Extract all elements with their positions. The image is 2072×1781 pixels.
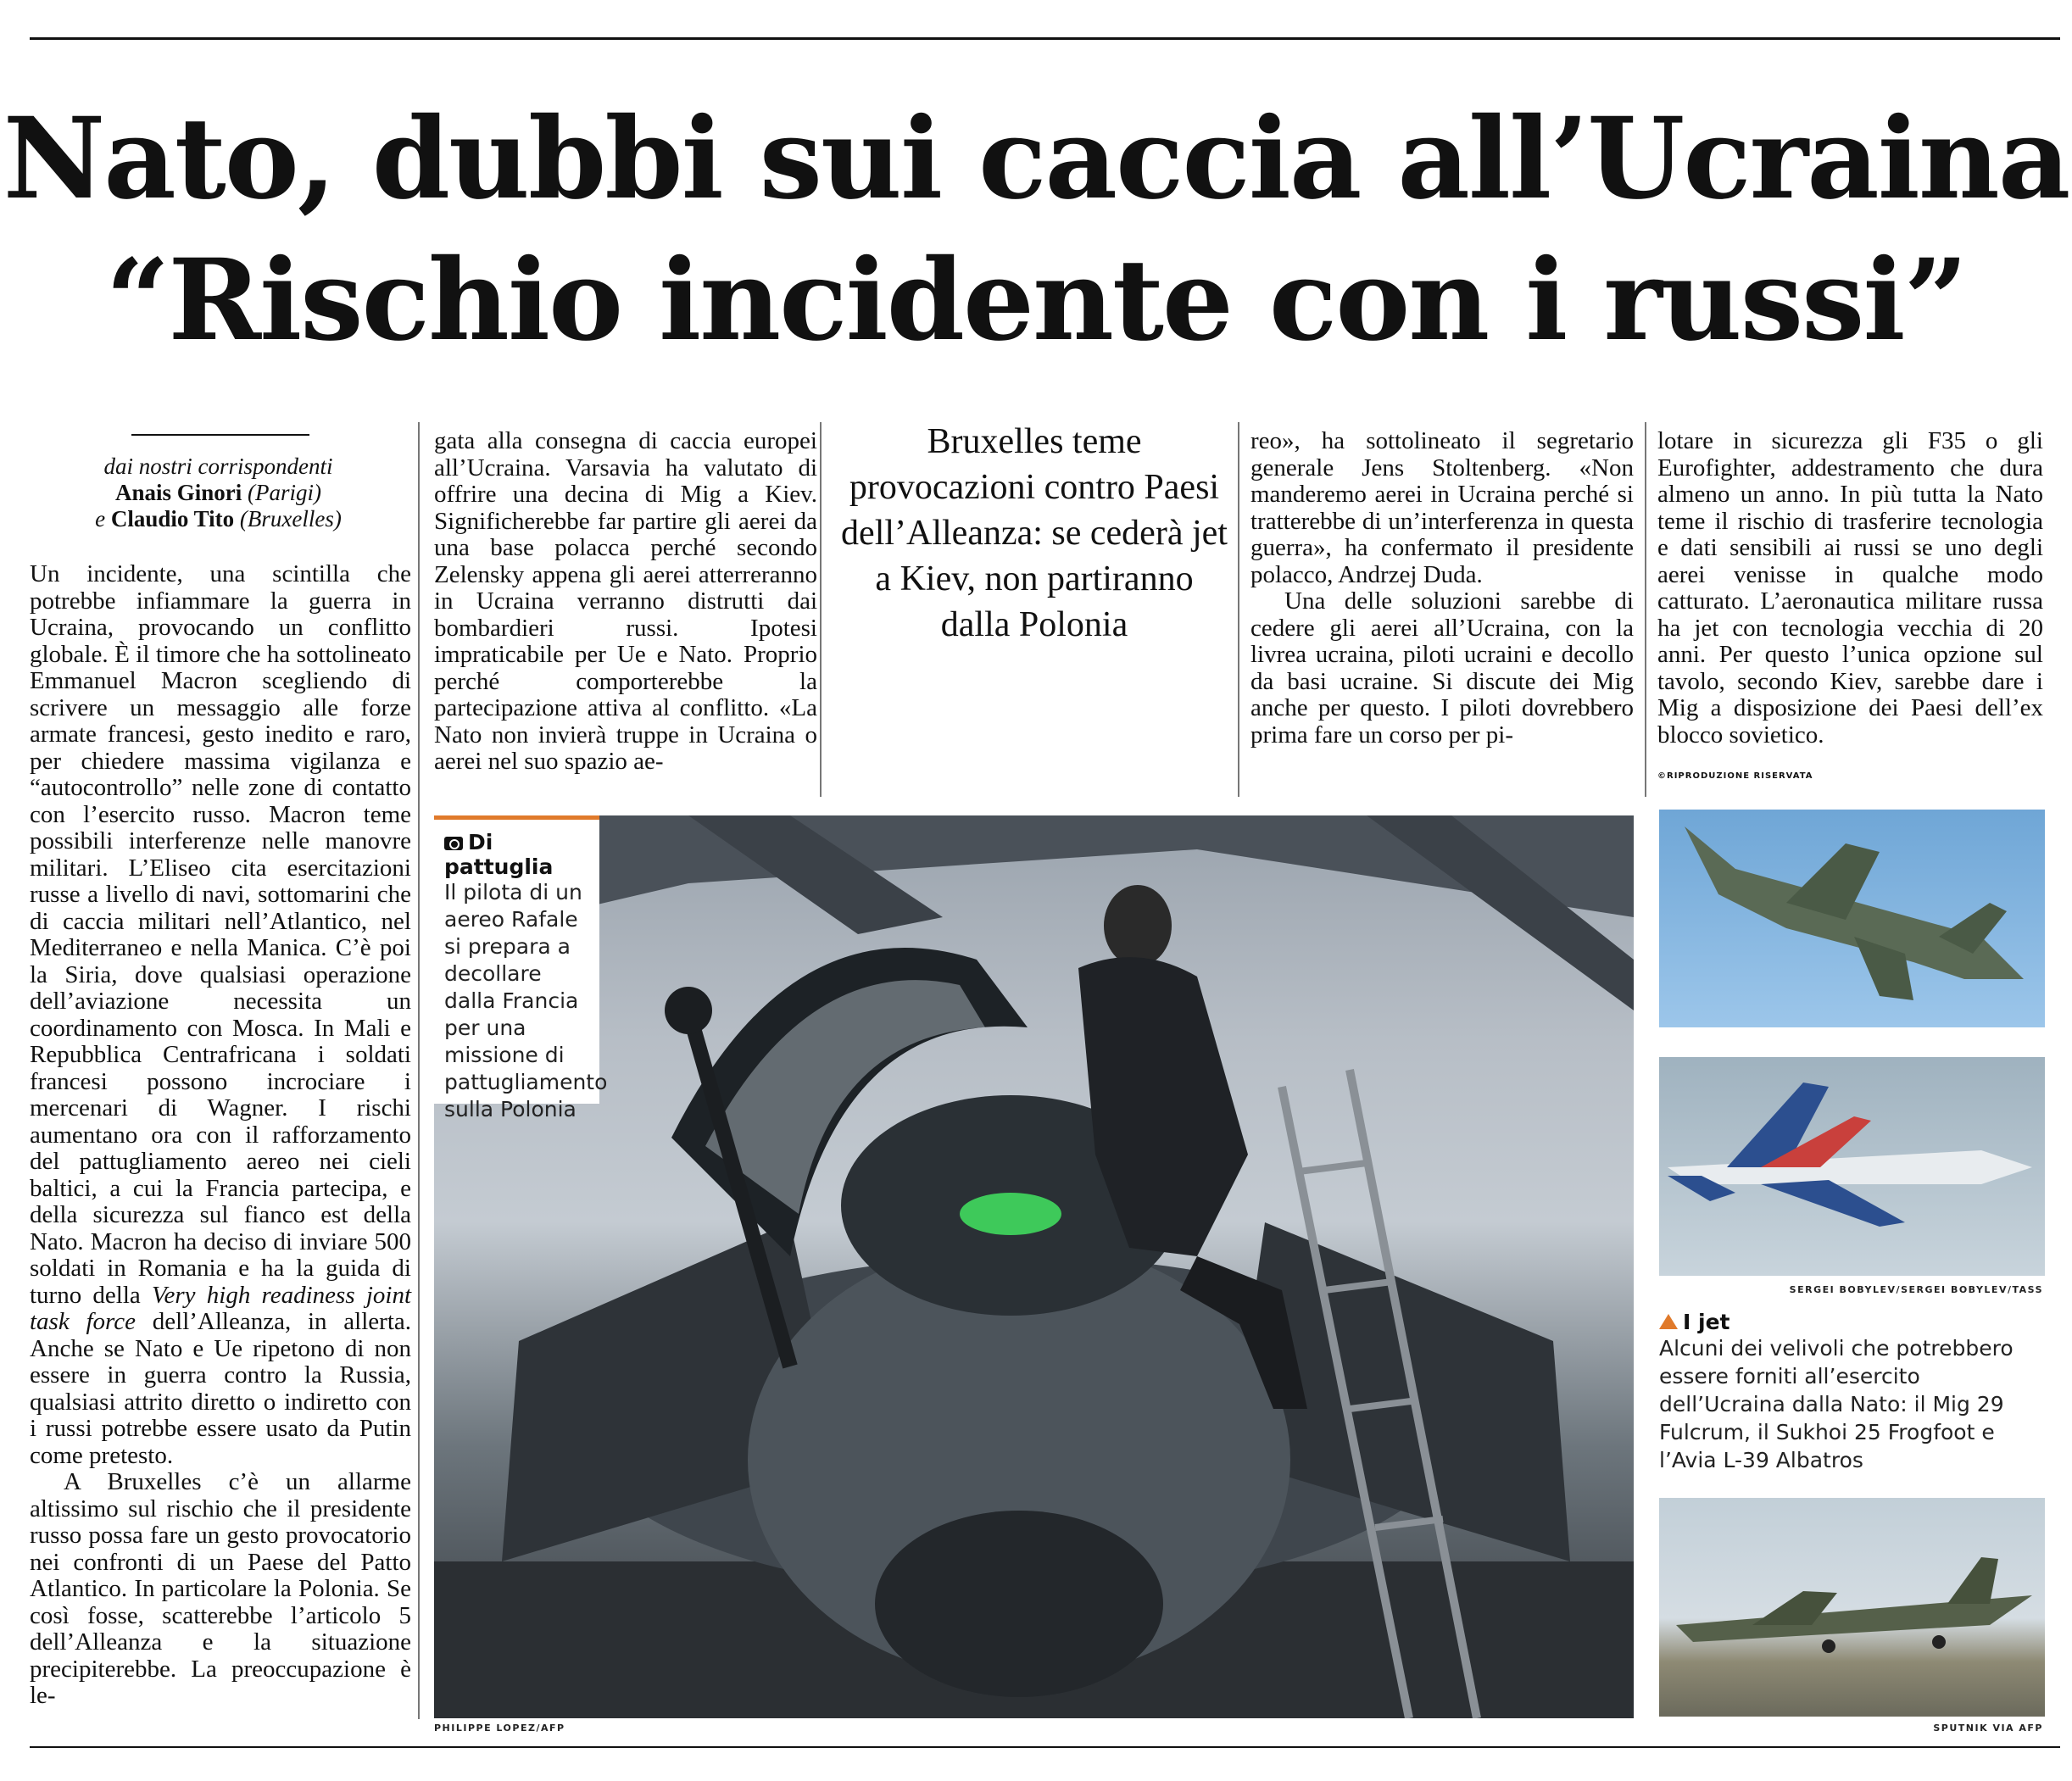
byline-conj: e — [95, 506, 106, 532]
col1-text-a: Un incidente, una scintilla che potrebbe infiammare la guerra in Ucraina, provocando un conflitto globale. È il timore che ha sottolineato Emmanuel Macron scegliendo di scrivere un messaggio alle forze armate francesi, gesto inedito e raro, per chiedere massima vigilanza e “autocontrollo” nelle zone di contatto con l’esercito russo. Macron teme possibili interferenze nelle manovre militari. L’Eliseo cita esercitazioni russe a livello di navi, sottomarini che di caccia militari nell’Atlantico, nel Mediterraneo e nella Manica. C’è poi la Siria, dove qualsiasi operazione dell’aviazione necessita un coordinamento con Mosca. In Mali e Repubblica Centrafricana i soldati francesi possono incrociare i mercenari di Wagner. I rischi aumentano ora con il rafforzamento del pattugliamento aereo nei cieli baltici, a cui la Francia partecipa, e della sicurezza sul fianco est della Nato. Macron ha deciso di inviare 500 soldati in Romania e ha la guida di turno della — [30, 560, 411, 1309]
main-photo-caption — [434, 815, 608, 1121]
byline — [30, 454, 407, 532]
byline-city-2: (Bruxelles) — [239, 506, 342, 532]
triangle-up-icon — [1659, 1314, 1678, 1329]
side-photo-mig29 — [1659, 810, 2045, 1027]
headline-line-1: Nato, dubbi sui caccia all’Ucraina — [3, 93, 2069, 225]
pull-quote: Bruxelles teme provocazioni contro Paesi dell’Alleanza: se cederà jet a Kiev, non partiranno dalla Polonia — [841, 422, 1228, 644]
side-photo-su-illustration — [1659, 1057, 2045, 1276]
column-divider-3 — [1238, 422, 1239, 797]
byline-intro: dai nostri corrispondenti — [103, 454, 333, 479]
col3-paragraph-2: Una delle soluzioni sarebbe di cedere gli aerei all’Ucraina, con la livrea ucraina, piloti ucraini e decollo da basi ucraine. Si discute dei Mig anche per questo. I piloti dovrebbero prima fare un corso per pi- — [1250, 587, 1634, 749]
column-divider-2 — [820, 422, 822, 797]
byline-author-2: Claudio Tito — [110, 506, 235, 532]
main-photo-illustration — [434, 815, 1634, 1718]
reproduction-notice: ©RIPRODUZIONE RISERVATA — [1657, 771, 1813, 781]
camera-icon — [444, 837, 463, 850]
col1-text-italic: Very high readiness joint task force — [30, 1281, 412, 1335]
top-rule — [30, 37, 2060, 40]
byline-city-1: (Parigi) — [248, 480, 322, 505]
side-caption-text: Alcuni dei velivoli che potrebbero essere forniti all’esercito dell’Ucraina dalla Nato: il Mig 29 Fulcrum, il Sukhoi 25 Frogfoot e l’Avia L-39 Albatros — [1659, 1336, 2014, 1472]
column-divider-4 — [1645, 422, 1646, 797]
side-photo-su25-illustration — [1659, 1498, 2045, 1717]
article-column-1 — [30, 561, 411, 1710]
col1-paragraph-2: A Bruxelles c’è un allarme altissimo sul rischio che il presidente russo possa fare un gesto provocatorio nei confronti di un Paese del Patto Atlantico. In particolare la Polonia. Se così fosse, scatterebbe l’articolo 5 dell’Alleanza e la situazione precipiterebbe. La preoccupazione è le- — [30, 1468, 411, 1709]
col3-paragraph-1: reo», ha sottolineato il segretario generale Jens Stoltenberg. «Non manderemo aerei in Ucraina perché si tratterebbe di un’interferenza in questa guerra», ha confermato il presidente polacco, Andrzej Duda. — [1250, 427, 1634, 588]
side-caption — [1659, 1310, 2045, 1474]
col1-text-b: dell’Alleanza, in allerta. Anche se Nato e Ue ripetono di non essere in guerra contro la Russia, qualsiasi attrito diretto o indiretto con i russi potrebbe essere usato da Putin come pretesto. — [30, 1308, 411, 1469]
col2-paragraph: gata alla consegna di caccia europei all’Ucraina. Varsavia ha valutato di offrire una decina di Mig a Kiev. Significherebbe far partire gli aerei da una base polacca perché secondo Zelensky appena gli aerei atterreranno in Ucraina verranno distrutti dai bombardieri russi. Ipotesi impraticabile per Ue e Nato. Proprio perché comporterebbe la partecipazione attiva al conflitto. «La Nato non invierà truppe in Ucraina o aerei nel suo spazio ae- — [434, 427, 817, 775]
column-divider-1 — [418, 422, 420, 1719]
article-column-4 — [1657, 428, 2043, 749]
side-photo-su — [1659, 1057, 2045, 1276]
main-photo — [434, 815, 1634, 1718]
side-photo-credit-bottom: SPUTNIK VIA AFP — [1933, 1723, 2043, 1734]
headline-line-2: “Rischio incidente con i russi” — [105, 235, 1967, 366]
byline-author-1: Anais Ginori — [114, 480, 242, 505]
byline-rule — [131, 434, 309, 436]
col4-paragraph: lotare in sicurezza gli F35 o gli Eurofighter, addestramento che dura almeno un anno. In più tutta la Nato teme il rischio di trasferire tecnologia e dati sensibili ai russi se uno degli aerei venisse in qualche modo catturato. L’aeronautica militare russa ha jet con tecnologia vecchia di 20 anni. Per questo l’unica opzione sul tavolo, secondo Kiev, sarebbe dare i Mig a disposizione dei Paesi dell’ex blocco sovietico. — [1657, 427, 2043, 749]
main-caption-title: Di pattuglia — [444, 830, 554, 879]
side-caption-title-row — [1659, 1310, 2045, 1334]
article-column-2 — [434, 428, 817, 776]
main-caption-text: Il pilota di un aereo Rafale si prepara a decollare dalla Francia per una missione di pattugliamento sulla Polonia — [444, 880, 608, 1121]
side-photo-credit-mid: SERGEI BOBYLEV/SERGEI BOBYLEV/TASS — [1789, 1284, 2043, 1295]
side-photo-mig29-illustration — [1659, 810, 2045, 1027]
side-photo-su25 — [1659, 1498, 2045, 1717]
article-column-3 — [1250, 428, 1634, 749]
bottom-rule — [30, 1746, 2060, 1748]
main-photo-credit: PHILIPPE LOPEZ/AFP — [434, 1723, 565, 1734]
main-caption-title-row — [444, 830, 591, 879]
side-caption-title: I jet — [1683, 1310, 1730, 1334]
